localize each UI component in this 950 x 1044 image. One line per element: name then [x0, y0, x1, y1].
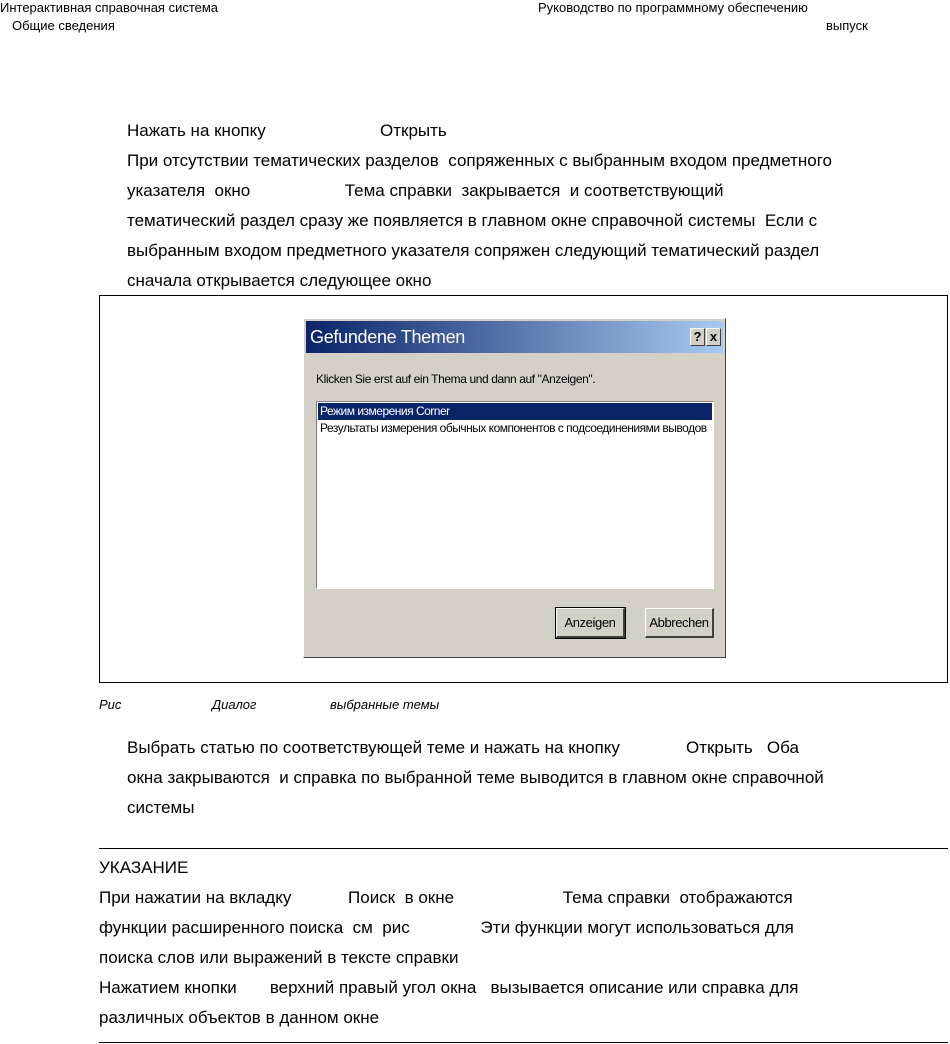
header-left-title: Интерактивная справочная система	[0, 0, 219, 15]
note-line-1: При нажатии на вкладку Поиск в окне Тема справки отображаются	[99, 888, 793, 907]
note-line-5: различных объектов в данном окне	[99, 1008, 380, 1027]
help-button[interactable]: ?	[690, 328, 705, 346]
dialog-title: Gefundene Themen	[310, 327, 465, 347]
note-heading: УКАЗАНИЕ	[99, 858, 189, 877]
cancel-button[interactable]: Abbrechen	[645, 608, 714, 638]
para1-line-2: указателя окно Тема справки закрывается и соответствующий	[127, 181, 724, 200]
figure-caption-label: Диалог	[212, 697, 257, 712]
show-button[interactable]: Anzeigen	[556, 608, 625, 638]
dialog-instruction: Klicken Sie erst auf ein Thema und dann auf "Anzeigen".	[316, 372, 596, 386]
step-button-name: Открыть	[380, 121, 447, 140]
para1-line-5: сначала открывается следующее окно	[127, 271, 432, 290]
topics-list[interactable]	[316, 401, 714, 589]
note-line-3: поиска слов или выражений в тексте справки	[99, 948, 459, 967]
figure-caption-number: Рис	[99, 697, 122, 712]
note-line-2: функции расширенного поиска см рис Эти функции могут использоваться для	[99, 918, 794, 937]
para2-line-3: системы	[127, 798, 195, 817]
header-right-subtitle: выпуск	[826, 18, 868, 33]
close-button[interactable]: x	[706, 328, 721, 346]
note-top-rule	[99, 848, 948, 849]
note-bottom-rule	[99, 1042, 948, 1043]
dialog-titlebar[interactable]	[306, 321, 723, 353]
step-line: Нажать на кнопку	[127, 121, 266, 140]
found-topics-dialog	[303, 318, 726, 658]
para1-line-4: выбранным входом предметного указателя сопряжен следующий тематический раздел	[127, 241, 820, 260]
note-line-4: Нажатием кнопки верхний правый угол окна вызывается описание или справка для	[99, 978, 799, 997]
figure-caption-text: выбранные темы	[330, 697, 440, 712]
para2-line-1: Выбрать статью по соответствующей теме и нажать на кнопку Открыть Оба	[127, 738, 799, 757]
list-item-selected[interactable]: Режим измерения Corner	[318, 403, 712, 420]
header-left-subtitle: Общие сведения	[12, 18, 115, 33]
list-item[interactable]: Результаты измерения обычных компонентов с подсоединениями выводов	[320, 421, 707, 435]
para1-line-3: тематический раздел сразу же появляется в главном окне справочной системы Если с	[127, 211, 818, 230]
para1-line-1: При отсутствии тематических разделов сопряженных с выбранным входом предметного	[127, 151, 833, 170]
para2-line-2: окна закрываются и справка по выбранной теме выводится в главном окне справочной	[127, 768, 824, 787]
header-right-title: Руководство по программному обеспечению	[538, 0, 808, 15]
